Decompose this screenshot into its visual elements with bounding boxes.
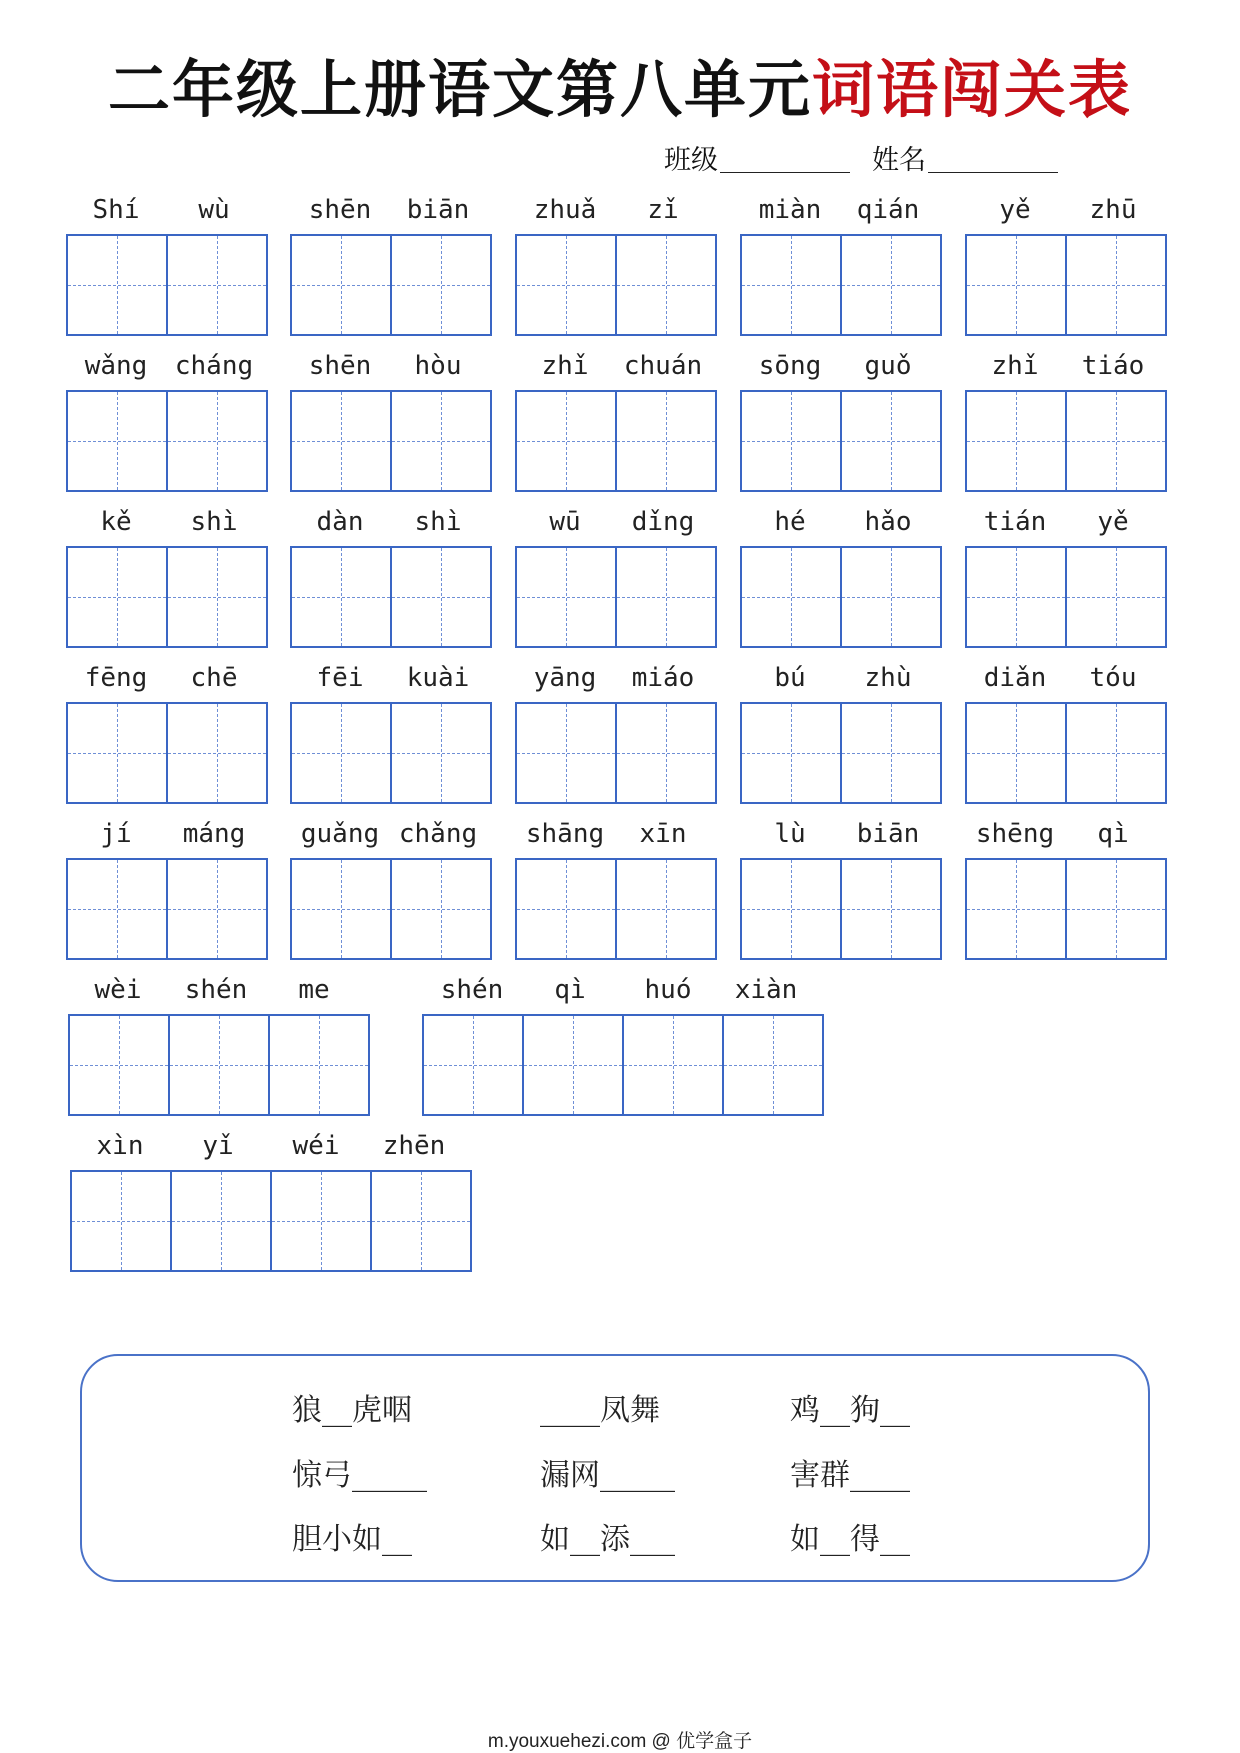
pinyin-label: biān: [856, 819, 920, 849]
writing-box[interactable]: [66, 390, 168, 492]
pinyin-label: miáo: [631, 663, 695, 693]
pinyin-label: tiáo: [1081, 351, 1145, 381]
writing-box[interactable]: [270, 1170, 372, 1272]
word-group: [740, 502, 938, 648]
writing-box[interactable]: [840, 858, 942, 960]
pinyin-label: xìn: [96, 1131, 144, 1161]
class-label: 班级: [664, 145, 718, 176]
pinyin-label: tóu: [1089, 663, 1137, 693]
writing-box[interactable]: [390, 234, 492, 336]
pinyin-label: zhēn: [382, 1131, 446, 1161]
idiom-item[interactable]: 鸡__狗__: [790, 1393, 910, 1428]
pinyin-label: jí: [100, 819, 132, 849]
idiom-item[interactable]: 如__得__: [790, 1522, 910, 1557]
pinyin-label: qì: [554, 975, 586, 1005]
writing-box[interactable]: [422, 1014, 524, 1116]
writing-box[interactable]: [166, 546, 268, 648]
writing-box[interactable]: [290, 390, 392, 492]
writing-box[interactable]: [740, 234, 842, 336]
pinyin-label: shì: [414, 507, 462, 537]
writing-box[interactable]: [965, 390, 1067, 492]
word-group: [965, 658, 1163, 804]
word-group: [290, 190, 488, 336]
word-group: [66, 502, 264, 648]
word-group: [515, 814, 713, 960]
writing-box[interactable]: [1065, 702, 1167, 804]
idiom-item[interactable]: 如__添___: [540, 1522, 675, 1557]
pinyin-label: kě: [100, 507, 132, 537]
writing-box[interactable]: [66, 702, 168, 804]
pinyin-label: shén: [440, 975, 504, 1005]
pinyin-label: lù: [774, 819, 806, 849]
writing-box[interactable]: [615, 234, 717, 336]
writing-box[interactable]: [68, 1014, 170, 1116]
writing-box[interactable]: [840, 546, 942, 648]
writing-box[interactable]: [622, 1014, 724, 1116]
pinyin-label: shāng: [525, 819, 605, 849]
writing-box[interactable]: [740, 702, 842, 804]
pinyin-label: wū: [549, 507, 581, 537]
pinyin-label: zǐ: [647, 195, 679, 225]
pinyin-label: xiàn: [734, 975, 798, 1005]
pinyin-label: máng: [182, 819, 246, 849]
word-group: [965, 190, 1163, 336]
writing-box[interactable]: [290, 546, 392, 648]
title-highlight: 词语闯关表: [812, 53, 1133, 126]
pinyin-label: shì: [190, 507, 238, 537]
class-name-fields: [664, 138, 1080, 177]
writing-box[interactable]: [740, 858, 842, 960]
pinyin-label: chē: [190, 663, 238, 693]
word-group: [66, 190, 264, 336]
pinyin-label: yāng: [533, 663, 597, 693]
word-group: [740, 814, 938, 960]
pinyin-label: yě: [1097, 507, 1129, 537]
word-group: [70, 1126, 464, 1272]
writing-box[interactable]: [740, 546, 842, 648]
writing-box[interactable]: [70, 1170, 172, 1272]
idiom-item[interactable]: 狼__虎咽: [292, 1393, 412, 1428]
word-group: [515, 658, 713, 804]
pinyin-label: zhū: [1089, 195, 1137, 225]
writing-box[interactable]: [390, 546, 492, 648]
writing-box[interactable]: [66, 234, 168, 336]
word-group: [66, 814, 264, 960]
word-group: [965, 346, 1163, 492]
writing-box[interactable]: [1065, 546, 1167, 648]
pinyin-label: guǒ: [864, 351, 912, 381]
word-group: [740, 658, 938, 804]
pinyin-label: zhǐ: [991, 351, 1039, 381]
pinyin-label: zhuǎ: [533, 195, 597, 225]
writing-box[interactable]: [170, 1170, 272, 1272]
writing-box[interactable]: [290, 702, 392, 804]
writing-box[interactable]: [515, 234, 617, 336]
word-group: [290, 658, 488, 804]
word-group: [290, 346, 488, 492]
pinyin-label: xīn: [639, 819, 687, 849]
pinyin-label: dǐng: [631, 507, 695, 537]
pinyin-label: zhǐ: [541, 351, 589, 381]
idiom-item[interactable]: 害群____: [790, 1458, 910, 1493]
pinyin-label: qì: [1097, 819, 1129, 849]
word-group: [422, 970, 816, 1116]
writing-box[interactable]: [390, 702, 492, 804]
writing-box[interactable]: [965, 234, 1067, 336]
writing-box[interactable]: [168, 1014, 270, 1116]
pinyin-label: shēn: [308, 195, 372, 225]
pinyin-label: wù: [198, 195, 230, 225]
word-group: [66, 658, 264, 804]
word-group: [965, 502, 1163, 648]
writing-box[interactable]: [522, 1014, 624, 1116]
writing-box[interactable]: [615, 702, 717, 804]
pinyin-label: fēi: [316, 663, 364, 693]
pinyin-label: shēng: [975, 819, 1055, 849]
pinyin-label: shén: [184, 975, 248, 1005]
pinyin-label: me: [298, 975, 330, 1005]
pinyin-label: cháng: [174, 351, 254, 381]
writing-box[interactable]: [1065, 858, 1167, 960]
name-label: 姓名: [872, 145, 926, 176]
idiom-item[interactable]: 惊弓_____: [292, 1458, 427, 1493]
writing-box[interactable]: [515, 546, 617, 648]
writing-box[interactable]: [66, 858, 168, 960]
word-group: [515, 346, 713, 492]
pinyin-label: yǐ: [202, 1131, 234, 1161]
writing-box[interactable]: [390, 858, 492, 960]
writing-box[interactable]: [166, 234, 268, 336]
pinyin-label: kuài: [406, 663, 470, 693]
word-group: [68, 970, 364, 1116]
pinyin-label: yě: [999, 195, 1031, 225]
writing-box[interactable]: [1065, 234, 1167, 336]
idiom-item[interactable]: 漏网_____: [540, 1458, 675, 1493]
pinyin-label: tián: [983, 507, 1047, 537]
writing-box[interactable]: [515, 702, 617, 804]
pinyin-label: diǎn: [983, 663, 1047, 693]
pinyin-label: hé: [774, 507, 806, 537]
pinyin-label: guǎng: [300, 819, 380, 849]
word-group: [965, 814, 1163, 960]
pinyin-label: fēng: [84, 663, 148, 693]
idiom-item[interactable]: 胆小如__: [292, 1522, 412, 1557]
writing-box[interactable]: [615, 858, 717, 960]
pinyin-label: qián: [856, 195, 920, 225]
word-group: [515, 190, 713, 336]
pinyin-label: wǎng: [84, 351, 148, 381]
writing-box[interactable]: [840, 390, 942, 492]
writing-box[interactable]: [390, 390, 492, 492]
pinyin-label: dàn: [316, 507, 364, 537]
word-group: [740, 346, 938, 492]
writing-box[interactable]: [66, 546, 168, 648]
writing-box[interactable]: [840, 702, 942, 804]
writing-box[interactable]: [965, 702, 1067, 804]
pinyin-label: huó: [644, 975, 692, 1005]
word-group: [290, 502, 488, 648]
idiom-item[interactable]: ____凤舞: [540, 1393, 660, 1428]
pinyin-label: chǎng: [398, 819, 478, 849]
word-group: [515, 502, 713, 648]
pinyin-label: biān: [406, 195, 470, 225]
pinyin-label: hǎo: [864, 507, 912, 537]
name-blank[interactable]: [928, 146, 1058, 173]
pinyin-label: wéi: [292, 1131, 340, 1161]
writing-box[interactable]: [515, 390, 617, 492]
page-title: [0, 50, 1240, 130]
writing-box[interactable]: [740, 390, 842, 492]
writing-box[interactable]: [166, 390, 268, 492]
writing-box[interactable]: [965, 546, 1067, 648]
writing-box[interactable]: [290, 858, 392, 960]
footer: m.youxuehezi.com @ 优学盒子: [487, 1731, 753, 1752]
pinyin-label: bú: [774, 663, 806, 693]
pinyin-label: Shí: [92, 195, 140, 225]
pinyin-label: zhù: [864, 663, 912, 693]
writing-box[interactable]: [840, 234, 942, 336]
writing-box[interactable]: [722, 1014, 824, 1116]
pinyin-label: hòu: [414, 351, 462, 381]
pinyin-label: miàn: [758, 195, 822, 225]
pinyin-label: shēn: [308, 351, 372, 381]
writing-box[interactable]: [1065, 390, 1167, 492]
pinyin-label: chuán: [623, 351, 703, 381]
pinyin-label: wèi: [94, 975, 142, 1005]
writing-box[interactable]: [615, 390, 717, 492]
writing-box[interactable]: [268, 1014, 370, 1116]
title-main: 二年级上册语文第八单元: [107, 53, 812, 126]
pinyin-label: sōng: [758, 351, 822, 381]
writing-box[interactable]: [290, 234, 392, 336]
word-group: [290, 814, 488, 960]
writing-box[interactable]: [370, 1170, 472, 1272]
class-blank[interactable]: [720, 146, 850, 173]
writing-box[interactable]: [615, 546, 717, 648]
writing-box[interactable]: [166, 858, 268, 960]
writing-box[interactable]: [166, 702, 268, 804]
word-group: [740, 190, 938, 336]
word-group: [66, 346, 264, 492]
writing-box[interactable]: [515, 858, 617, 960]
writing-box[interactable]: [965, 858, 1067, 960]
